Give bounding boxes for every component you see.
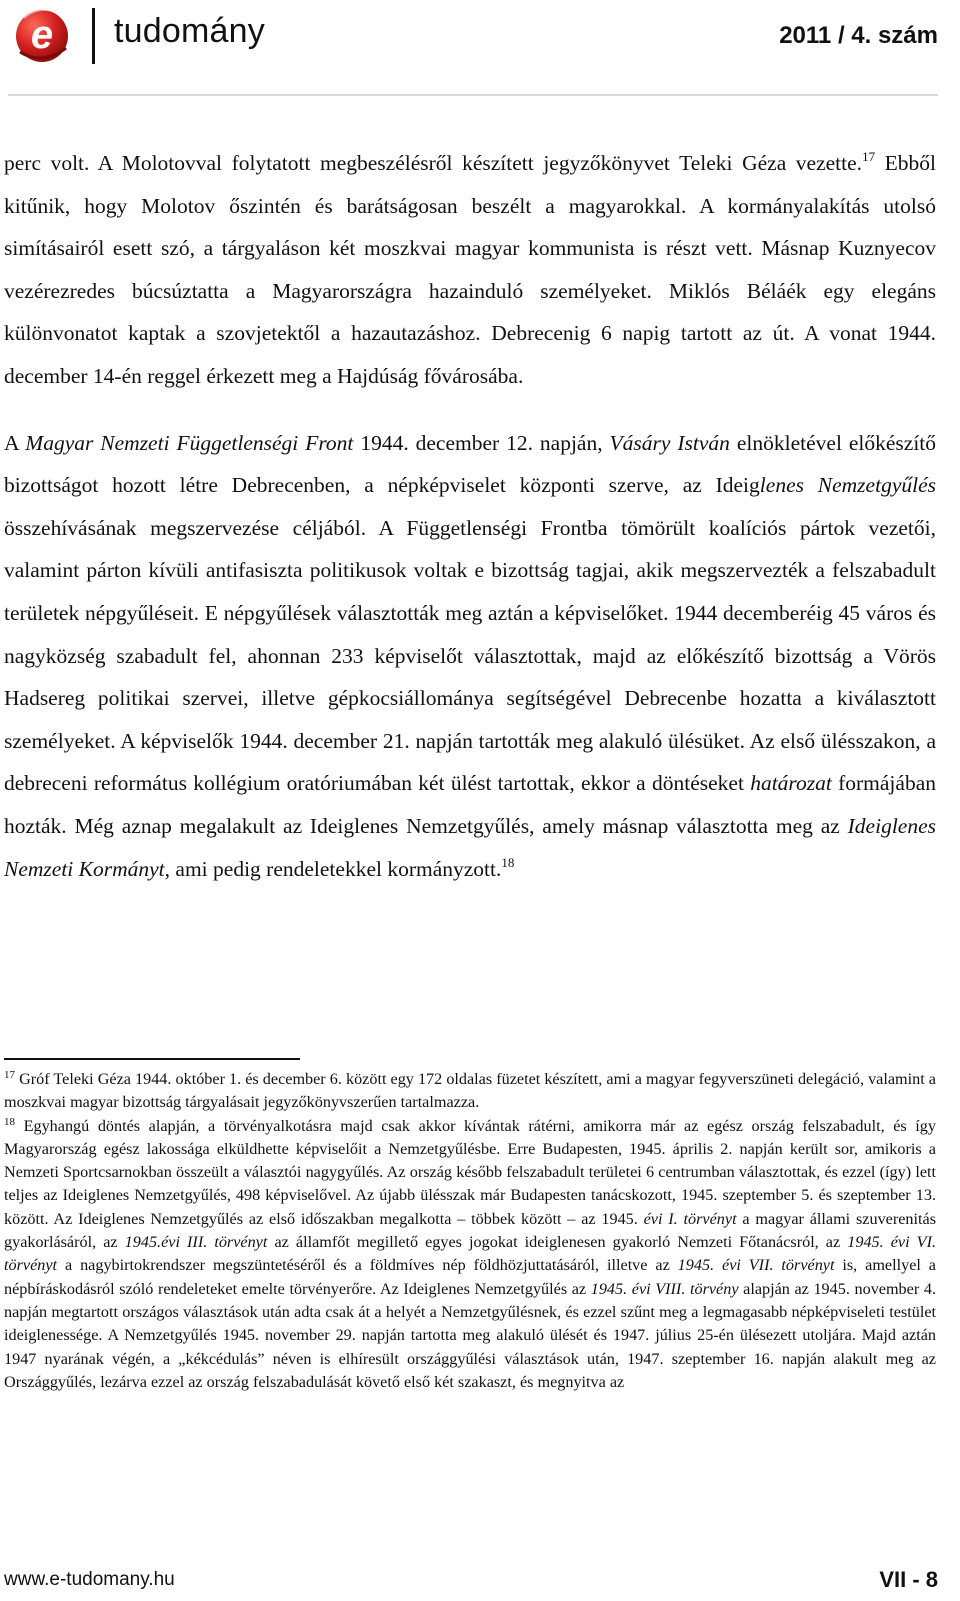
footer-url: www.e-tudomany.hu [4,1569,175,1590]
footnotes [4,1068,936,1394]
footnote-ref-17: 17 [862,149,876,164]
issue-label: 2011 / 4. szám [779,22,938,49]
header-rule [8,94,938,96]
paragraph-2: A Magyar Nemzeti Függetlenségi Front 1944. december 12. napján, Vásáry István elnökletével előkészítő bizottságot hozott létre Debrecenben, a népképviselet központi szerve, az Ideiglenes Nemzetgyűlés összehívásának megszervezése céljából. A Függetlenségi Frontba tömörült koalíciós pártok vezetői, valamint párton kívüli antifasiszta politikusok voltak e bizottság tagjai, akik megszervezték a felszabadult területek népgyűléseit. E népgyűlések választották meg aztán a képviselőket. 1944 decemberéig 45 város és nagyközség szabadult fel, ahonnan 233 képviselőt választottak, majd az előkészítő bizottság a Vörös Hadsereg politikai szervei, illetve gépkocsiállománya segítségével Debrecenbe hozatta a kiválasztott személyeket. A képviselők 1944. december 21. napján tartották meg alakuló ülésüket. Az első ülésszakon, a debreceni református kollégium oratóriumában két ülést tartottak, ekkor a döntéseket határozat formájában hozták. Még aznap megalakult az Ideiglenes Nemzetgyűlés, amely másnap választotta meg az Ideiglenes Nemzeti Kormányt, ami pedig rendeletekkel kormányzott.$^{18}$ [4,430,937,881]
footnote-17: $^{17}$ Gróf Teleki Géza 1944. október 1. és december 6. között egy 172 oldalas füzetet készített, ami a magyar fegyverszüneti delegáció, valamint a moszkvai magyar bizottság tárgyalásait jegyzőkönyvszerűen tartalmazza. [4,1069,936,1112]
footnote-separator [4,1058,300,1060]
site-name: tudomány [114,12,265,50]
article-body [4,142,936,890]
e-tudomany-logo [10,2,74,66]
paragraph-1: perc volt. A Molotovval folytatott megbeszélésről készített jegyzőkönyvet Teleki Géza vezette.$^{17}$ Ebből kitűnik, hogy Molotov őszintén és barátságosan beszélt a magyarokkal. A kormányalakítás utolsó simításairól esett szó, a tárgyaláson két moszkvai magyar kommunista is részt vett. Másnap Kuznyecov vezérezredes búcsúztatta a Magyarországra hazainduló személyeket. Miklós Béláék egy elegáns különvonatot kaptak a szovjetektől a hazautazáshoz. Debrecenig 6 napig tartott az út. A vonat 1944. december 14-én reggel érkezett meg a Hajdúság fővárosába. [4,149,936,388]
page-header [0,0,960,96]
page-number: VII - 8 [879,1567,938,1592]
svg-text:e: e [30,13,54,57]
header-divider [92,8,95,64]
footnote-18: $^{18}$ Egyhangú döntés alapján, a törvényalkotásra majd csak akkor kívántak rátérni, amikorra már az egész ország felszabadult, és így Magyarország egész lakossága elküldhette képviselőit a Nemzetgyűlésbe. Erre Budapesten, 1945. április 2. napján került sor, amikoris a Nemzeti Sportcsarnokban összeült a választói nagygyűlés. Az ország később felszabadult területei 6 centrumban választottak, és ezzel (így) lett teljes az Ideiglenes Nemzetgyűlés, 498 képviselővel. Az újabb ülésszak már Budapesten tanácskozott, 1945. szeptember 5. és szeptember 13. között. Az Ideiglenes Nemzetgyűlés az első időszakban megalkotta – többek között – az 1945. évi I. törvényt a magyar állami szuverenitás gyakorlásáról, az 1945.évi III. törvényt az államfőt megillető egyes jogokat ideiglenesen gyakorló Nemzeti Főtanácsról, az 1945. évi VI. törvényt a nagybirtokrendszer megszüntetéséről és a földmíves nép földhözjuttatásáról, illetve az 1945. évi VII. törvényt is, amellyel a népbíráskodásról szóló rendeleteket emelte törvényerőre. Az Ideiglenes Nemzetgyűlés az 1945. évi VIII. törvény alapján az 1945. november 4. napján megtartott országos választások után adta csak át a helyét a Nemzetgyűlésnek, és ezzel szűnt meg a legmagasabb népképviseleti testület ideiglenessége. A Nemzetgyűlés 1945. november 29. napján tartotta meg alakuló ülését és 1947. július 25-én ülésezett utoljára. Majd aztán 1947 nyarának végén, a „kékcédulás” néven is elhíresült országgyűlési választások után, 1947. szeptember 16. napján alakult meg az Országgyűlés, lezárva ezzel az ország felszabadulását követő első két szakaszt, és megnyitva az [4,1115,937,1391]
footnote-ref-18: 18 [501,854,515,870]
